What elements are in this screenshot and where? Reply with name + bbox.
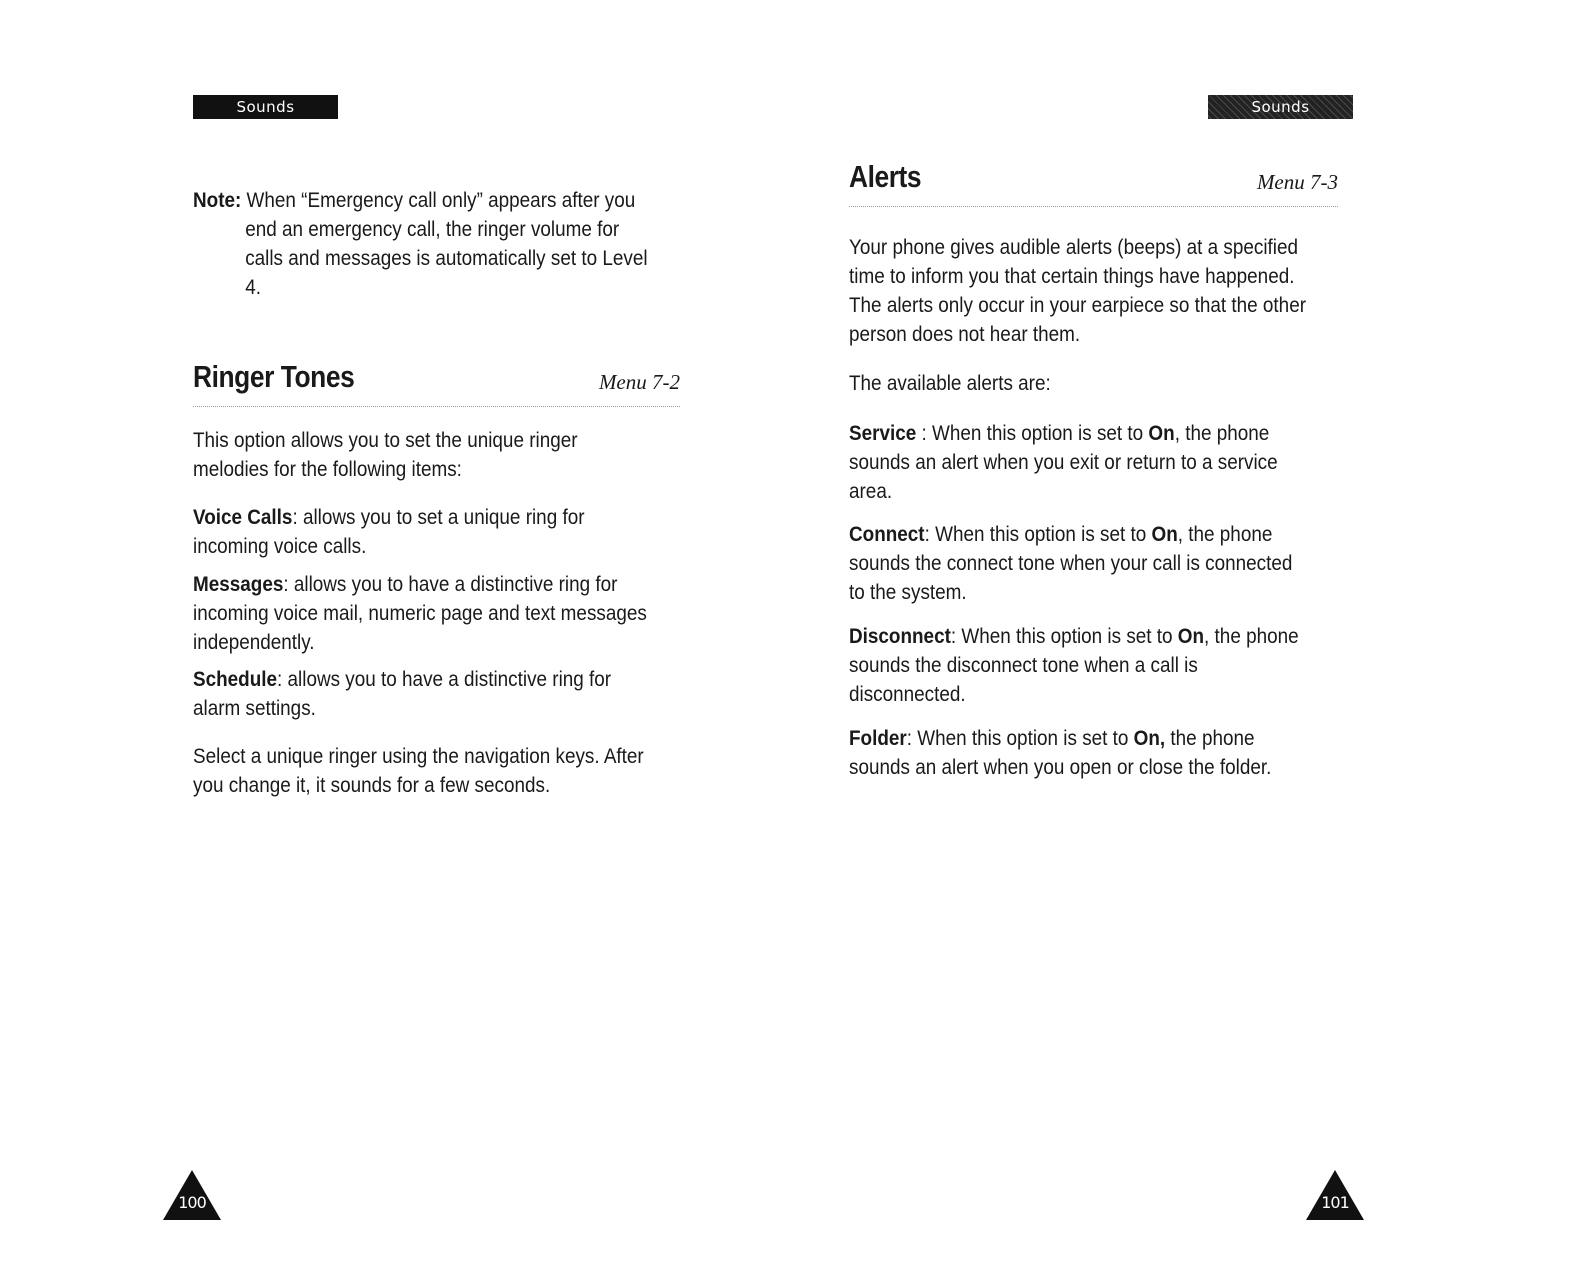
item-disconnect [849, 622, 1299, 709]
item-service [849, 419, 1278, 506]
page-number-badge [163, 1170, 221, 1220]
item-text: to the system. [849, 581, 967, 604]
item-label: Disconnect [849, 625, 951, 648]
item-schedule [193, 665, 611, 723]
closing-paragraph [193, 742, 644, 800]
menu-reference: Menu 7-3 [1256, 170, 1338, 194]
item-text: , the phone [1177, 523, 1273, 546]
chapter-header-tab: Sounds [193, 95, 338, 119]
section-heading-alerts [849, 157, 1338, 207]
item-label: Connect [849, 523, 925, 546]
item-label: Service [849, 422, 917, 445]
page-number: 101 [1321, 1193, 1349, 1212]
item-text: disconnected. [849, 683, 966, 706]
item-text: independently. [193, 631, 315, 654]
item-label: Schedule [193, 668, 278, 691]
item-text: : When this option is set to [950, 625, 1178, 648]
menu-reference: Menu 7-2 [598, 370, 680, 394]
intro-line: person does not hear them. [849, 323, 1081, 346]
intro-paragraph [193, 426, 578, 484]
item-text: : When this option is set to [906, 727, 1134, 750]
section-title: Ringer Tones [193, 359, 355, 394]
intro-line: This option allows you to set the unique ringer [193, 429, 578, 452]
item-text: area. [849, 480, 893, 503]
section-title: Alerts [849, 159, 922, 194]
item-on-value: On, [1133, 727, 1166, 750]
section-divider [193, 406, 680, 407]
intro-line: time to inform you that certain things have happened. [849, 265, 1295, 288]
intro-paragraph [849, 233, 1306, 349]
item-text: , the phone [1174, 422, 1270, 445]
item-text: incoming voice calls. [193, 535, 367, 558]
item-messages [193, 570, 647, 657]
item-on-value: On [1177, 625, 1205, 648]
item-label: Voice Calls [193, 506, 293, 529]
page-number-badge [1306, 1170, 1364, 1220]
item-text: sounds the connect tone when your call is connected [849, 552, 1293, 575]
item-text: sounds an alert when you open or close the folder. [849, 756, 1272, 779]
item-label: Messages [193, 573, 284, 596]
item-text: incoming voice mail, numeric page and text messages [193, 602, 647, 625]
closing-line: you change it, it sounds for a few seconds. [193, 774, 551, 797]
right-page [797, 0, 1594, 1275]
item-voice-calls [193, 503, 585, 561]
page-number: 100 [178, 1193, 206, 1212]
item-text: sounds an alert when you exit or return to a service [849, 451, 1278, 474]
item-text: , the phone [1204, 625, 1299, 648]
item-folder [849, 724, 1271, 782]
item-text: alarm settings. [193, 697, 316, 720]
note-line: 4. [245, 276, 261, 299]
item-text: : allows you to have a distinctive ring for [283, 573, 618, 596]
note-line: end an emergency call, the ringer volume for [245, 218, 620, 241]
item-label: Folder [849, 727, 907, 750]
note-line: When “Emergency call only” appears after you [241, 189, 636, 212]
intro-line: The alerts only occur in your earpiece so that the other [849, 294, 1307, 317]
item-text: : allows you to have a distinctive ring for [277, 668, 612, 691]
section-divider [849, 206, 1338, 207]
closing-line: Select a unique ringer using the navigation keys. After [193, 745, 644, 768]
available-line: The available alerts are: [849, 372, 1051, 395]
note-line: calls and messages is automatically set to Level [245, 247, 648, 270]
item-text: sounds the disconnect tone when a call is [849, 654, 1198, 677]
note-block [193, 186, 648, 302]
item-text: the phone [1165, 727, 1255, 750]
item-text: : When this option is set to [924, 523, 1152, 546]
item-on-value: On [1148, 422, 1175, 445]
note-label: Note: [193, 189, 242, 212]
item-text: : When this option is set to [916, 422, 1149, 445]
item-on-value: On [1151, 523, 1178, 546]
section-heading-ringer-tones [193, 357, 680, 407]
item-connect [849, 520, 1292, 607]
intro-line: Your phone gives audible alerts (beeps) at a specified [849, 236, 1299, 259]
chapter-header-tab: Sounds [1208, 95, 1353, 119]
item-text: : allows you to set a unique ring for [292, 506, 585, 529]
available-alerts-text [849, 369, 1051, 398]
intro-line: melodies for the following items: [193, 458, 462, 481]
